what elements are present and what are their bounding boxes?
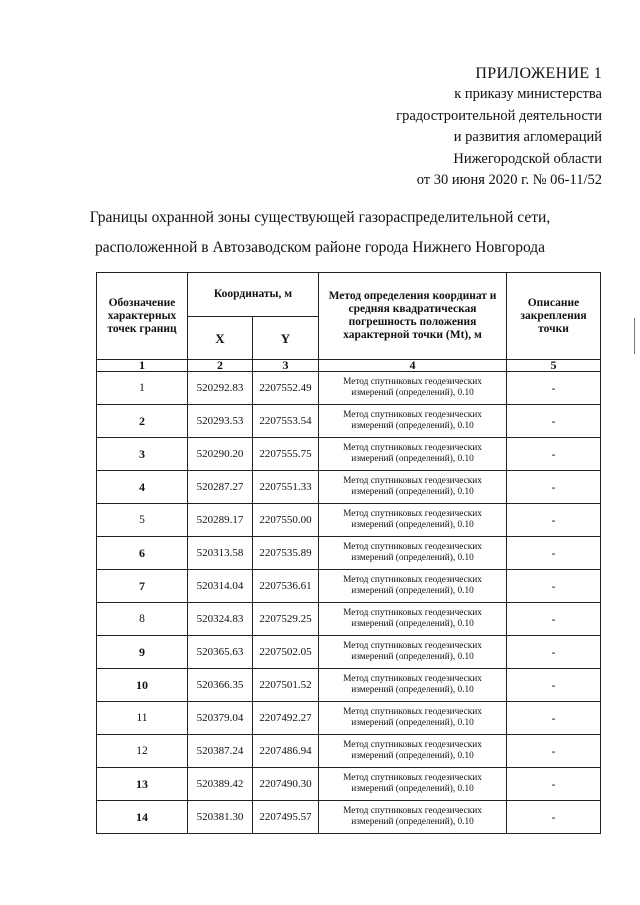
y-coordinate: 2207551.33 [253, 471, 319, 504]
y-coordinate: 2207536.61 [253, 570, 319, 603]
method-line-1: Метод спутниковых геодезических [343, 706, 482, 717]
method-line-1: Метод спутниковых геодезических [343, 772, 482, 783]
appendix-line: от 30 июня 2020 г. № 06-11/52 [416, 172, 602, 189]
table-row [97, 669, 601, 702]
method-line-1: Метод спутниковых геодезических [343, 805, 482, 816]
point-name: 2 [97, 405, 188, 438]
header-coordinates: Координаты, м [188, 273, 319, 317]
x-coordinate: 520365.63 [188, 636, 253, 669]
point-description: - [507, 735, 601, 768]
method-cell [319, 570, 507, 603]
method-cell [319, 504, 507, 537]
point-name: 3 [97, 438, 188, 471]
method-cell [319, 636, 507, 669]
method-cell [319, 801, 507, 834]
document-title [0, 203, 640, 263]
point-description: - [507, 768, 601, 801]
x-coordinate: 520293.53 [188, 405, 253, 438]
table-row [97, 570, 601, 603]
method-line-1: Метод спутниковых геодезических [343, 442, 482, 453]
method-line-1: Метод спутниковых геодезических [343, 673, 482, 684]
point-description: - [507, 636, 601, 669]
point-description: - [507, 702, 601, 735]
point-description: - [507, 570, 601, 603]
method-cell [319, 702, 507, 735]
method-cell [319, 669, 507, 702]
method-line-2: измерений (определений), 0.10 [351, 520, 474, 530]
point-name: 6 [97, 537, 188, 570]
method-line-1: Метод спутниковых геодезических [343, 409, 482, 420]
x-coordinate: 520379.04 [188, 702, 253, 735]
appendix-block [396, 63, 602, 191]
method-line-1: Метод спутниковых геодезических [343, 541, 482, 552]
point-name: 4 [97, 471, 188, 504]
table-row [97, 603, 601, 636]
x-coordinate: 520287.27 [188, 471, 253, 504]
x-coordinate: 520381.30 [188, 801, 253, 834]
column-number: 3 [253, 360, 319, 372]
point-name: 9 [97, 636, 188, 669]
table-row [97, 801, 601, 834]
y-coordinate: 2207553.54 [253, 405, 319, 438]
y-coordinate: 2207490.30 [253, 768, 319, 801]
title-line-1: Границы охранной зоны существующей газораспределительной сети, [89, 209, 551, 226]
header-method: Метод определения координат и средняя квадратическая погрешность положения характерной точки (Mt), м [319, 273, 507, 360]
table-row [97, 504, 601, 537]
header-y: Y [253, 317, 319, 360]
method-line-1: Метод спутниковых геодезических [343, 640, 482, 651]
point-description: - [507, 504, 601, 537]
table-row [97, 735, 601, 768]
x-coordinate: 520387.24 [188, 735, 253, 768]
method-line-2: измерений (определений), 0.10 [351, 652, 474, 662]
table-row [97, 372, 601, 405]
appendix-line: к приказу министерства [454, 86, 602, 103]
point-name: 10 [97, 669, 188, 702]
appendix-heading: ПРИЛОЖЕНИЕ 1 [475, 65, 602, 82]
header-x: X [188, 317, 253, 360]
x-coordinate: 520313.58 [188, 537, 253, 570]
y-coordinate: 2207486.94 [253, 735, 319, 768]
point-name: 14 [97, 801, 188, 834]
x-coordinate: 520314.04 [188, 570, 253, 603]
method-line-2: измерений (определений), 0.10 [351, 421, 474, 431]
point-description: - [507, 669, 601, 702]
method-line-1: Метод спутниковых геодезических [343, 607, 482, 618]
point-name: 11 [97, 702, 188, 735]
column-number: 2 [188, 360, 253, 372]
point-name: 8 [97, 603, 188, 636]
y-coordinate: 2207529.25 [253, 603, 319, 636]
y-coordinate: 2207555.75 [253, 438, 319, 471]
point-description: - [507, 372, 601, 405]
method-line-2: измерений (определений), 0.10 [351, 619, 474, 629]
method-cell [319, 768, 507, 801]
method-cell [319, 471, 507, 504]
method-line-2: измерений (определений), 0.10 [351, 751, 474, 761]
point-name: 12 [97, 735, 188, 768]
column-number: 5 [507, 360, 601, 372]
y-coordinate: 2207550.00 [253, 504, 319, 537]
method-line-1: Метод спутниковых геодезических [343, 574, 482, 585]
appendix-line: градостроительной деятельности [396, 107, 602, 124]
method-line-2: измерений (определений), 0.10 [351, 718, 474, 728]
appendix-line: Нижегородской области [453, 150, 602, 167]
method-cell [319, 372, 507, 405]
appendix-line: и развития агломераций [453, 129, 602, 146]
scan-edge-mark [634, 318, 635, 354]
point-name: 13 [97, 768, 188, 801]
table-row [97, 471, 601, 504]
x-coordinate: 520324.83 [188, 603, 253, 636]
point-name: 1 [97, 372, 188, 405]
method-line-2: измерений (определений), 0.10 [351, 685, 474, 695]
y-coordinate: 2207492.27 [253, 702, 319, 735]
y-coordinate: 2207552.49 [253, 372, 319, 405]
point-description: - [507, 801, 601, 834]
table-row [97, 405, 601, 438]
x-coordinate: 520290.20 [188, 438, 253, 471]
point-name: 7 [97, 570, 188, 603]
method-line-1: Метод спутниковых геодезических [343, 508, 482, 519]
x-coordinate: 520389.42 [188, 768, 253, 801]
method-line-2: измерений (определений), 0.10 [351, 586, 474, 596]
method-line-2: измерений (определений), 0.10 [351, 454, 474, 464]
column-number: 1 [97, 360, 188, 372]
method-line-2: измерений (определений), 0.10 [351, 817, 474, 827]
point-name: 5 [97, 504, 188, 537]
point-description: - [507, 537, 601, 570]
point-description: - [507, 471, 601, 504]
method-cell [319, 438, 507, 471]
y-coordinate: 2207535.89 [253, 537, 319, 570]
method-cell [319, 405, 507, 438]
table-row [97, 537, 601, 570]
y-coordinate: 2207502.05 [253, 636, 319, 669]
table-row [97, 636, 601, 669]
point-description: - [507, 603, 601, 636]
method-line-1: Метод спутниковых геодезических [343, 739, 482, 750]
boundary-points-table [96, 272, 601, 834]
x-coordinate: 520289.17 [188, 504, 253, 537]
point-description: - [507, 438, 601, 471]
header-description: Описание закрепления точки [507, 273, 601, 360]
method-line-2: измерений (определений), 0.10 [351, 553, 474, 563]
x-coordinate: 520366.35 [188, 669, 253, 702]
method-line-2: измерений (определений), 0.10 [351, 388, 474, 398]
method-cell [319, 735, 507, 768]
point-description: - [507, 405, 601, 438]
method-line-1: Метод спутниковых геодезических [343, 475, 482, 486]
table-row [97, 702, 601, 735]
method-line-2: измерений (определений), 0.10 [351, 487, 474, 497]
method-line-2: измерений (определений), 0.10 [351, 784, 474, 794]
method-cell [319, 603, 507, 636]
method-cell [319, 537, 507, 570]
y-coordinate: 2207495.57 [253, 801, 319, 834]
column-number: 4 [319, 360, 507, 372]
table-row [97, 438, 601, 471]
title-line-2: расположенной в Автозаводском районе города Нижнего Новгорода [94, 239, 546, 256]
x-coordinate: 520292.83 [188, 372, 253, 405]
header-designation: Обозначение характерных точек границ [97, 273, 188, 360]
table-row [97, 768, 601, 801]
method-line-1: Метод спутниковых геодезических [343, 376, 482, 387]
y-coordinate: 2207501.52 [253, 669, 319, 702]
